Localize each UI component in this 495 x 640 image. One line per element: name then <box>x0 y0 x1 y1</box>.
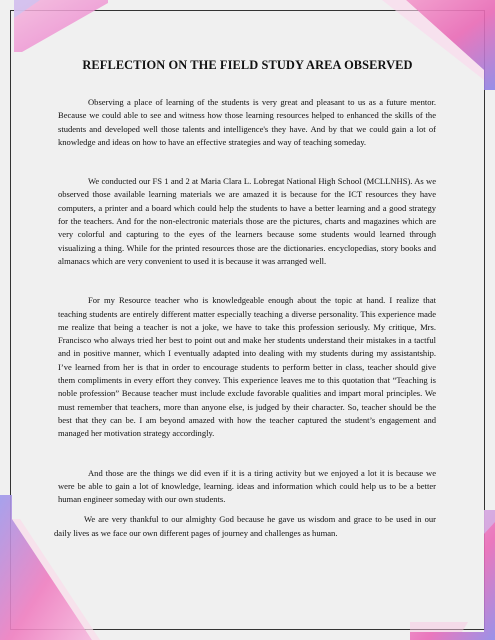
paragraph-2: We conducted our FS 1 and 2 at Maria Clara L. Lobregat National High School (MCLLNHS). As we observed those available learning materials we are amazed it is because for the ICT resources they have computers, a printer and a board which could help the students to have a better learning and a good strategy for the teachers. And for the non-electronic materials those are the pictures, charts and magazines which are very colorful and capturing to the eyes of the learners because some students would learned through visualizing a thing. While for the printed resources those are the dictionaries. encyclopedias, story books and almanacs which are very convenient to used it is because it was arranged well. <box>58 176 436 266</box>
paragraph-4: And those are the things we did even if it is a tiring activity but we enjoyed a lot it is because we were be able to gain a lot of knowledge, learning. ideas and information which could help us to be a better human engineer someday with our own students. <box>58 467 436 505</box>
paragraph-3: For my Resource teacher who is knowledgeable enough about the topic at hand. I realize that teaching students are entirely different matter especially teaching a diverse personality. This experience made me realize that being a teacher is not a joke, we have to take this profession seriously. My critique, Mrs. Francisco who always tried her best to point out and make her students understand their mistakes in a tactful and in positive manner, which I eventually adapted into dealing with my students during my assistantship. I’ve learned from her is that in order to encourage students to perform better in class, teacher should give them compliments in every effort they convey. This experience leaves me to this quotation that “Teaching is noble profession” Because teacher must include exclude favorable qualities and impart moral principles. We must remember that teachers, more than anyone else, is judged by their character. So, teacher should be the best that they can be. I am beyond amazed with how the teacher captured the student’s engagement and managed her motivation strategy accordingly. <box>58 295 436 439</box>
document-title: REFLECTION ON THE FIELD STUDY AREA OBSERVED <box>82 58 413 72</box>
paragraph-5: We are very thankful to our almighty God because he gave us wisdom and grace to be used in our daily lives as we face our own different pages of journey and challenges as human. <box>54 514 436 538</box>
top-left-corner-decoration <box>8 0 108 52</box>
paragraph-1: Observing a place of learning of the students is very great and pleasant to us as a future mentor. Because we could able to see and witness how those learning resources helped to enhanced the skills of the students and developed well those talents and intelligence's they have. And by that we could gain a lot of knowledge and ideas on how to have an effective strategies and way of teaching someday. <box>58 97 436 147</box>
document-body <box>54 96 436 540</box>
top-right-corner-decoration <box>370 0 495 90</box>
